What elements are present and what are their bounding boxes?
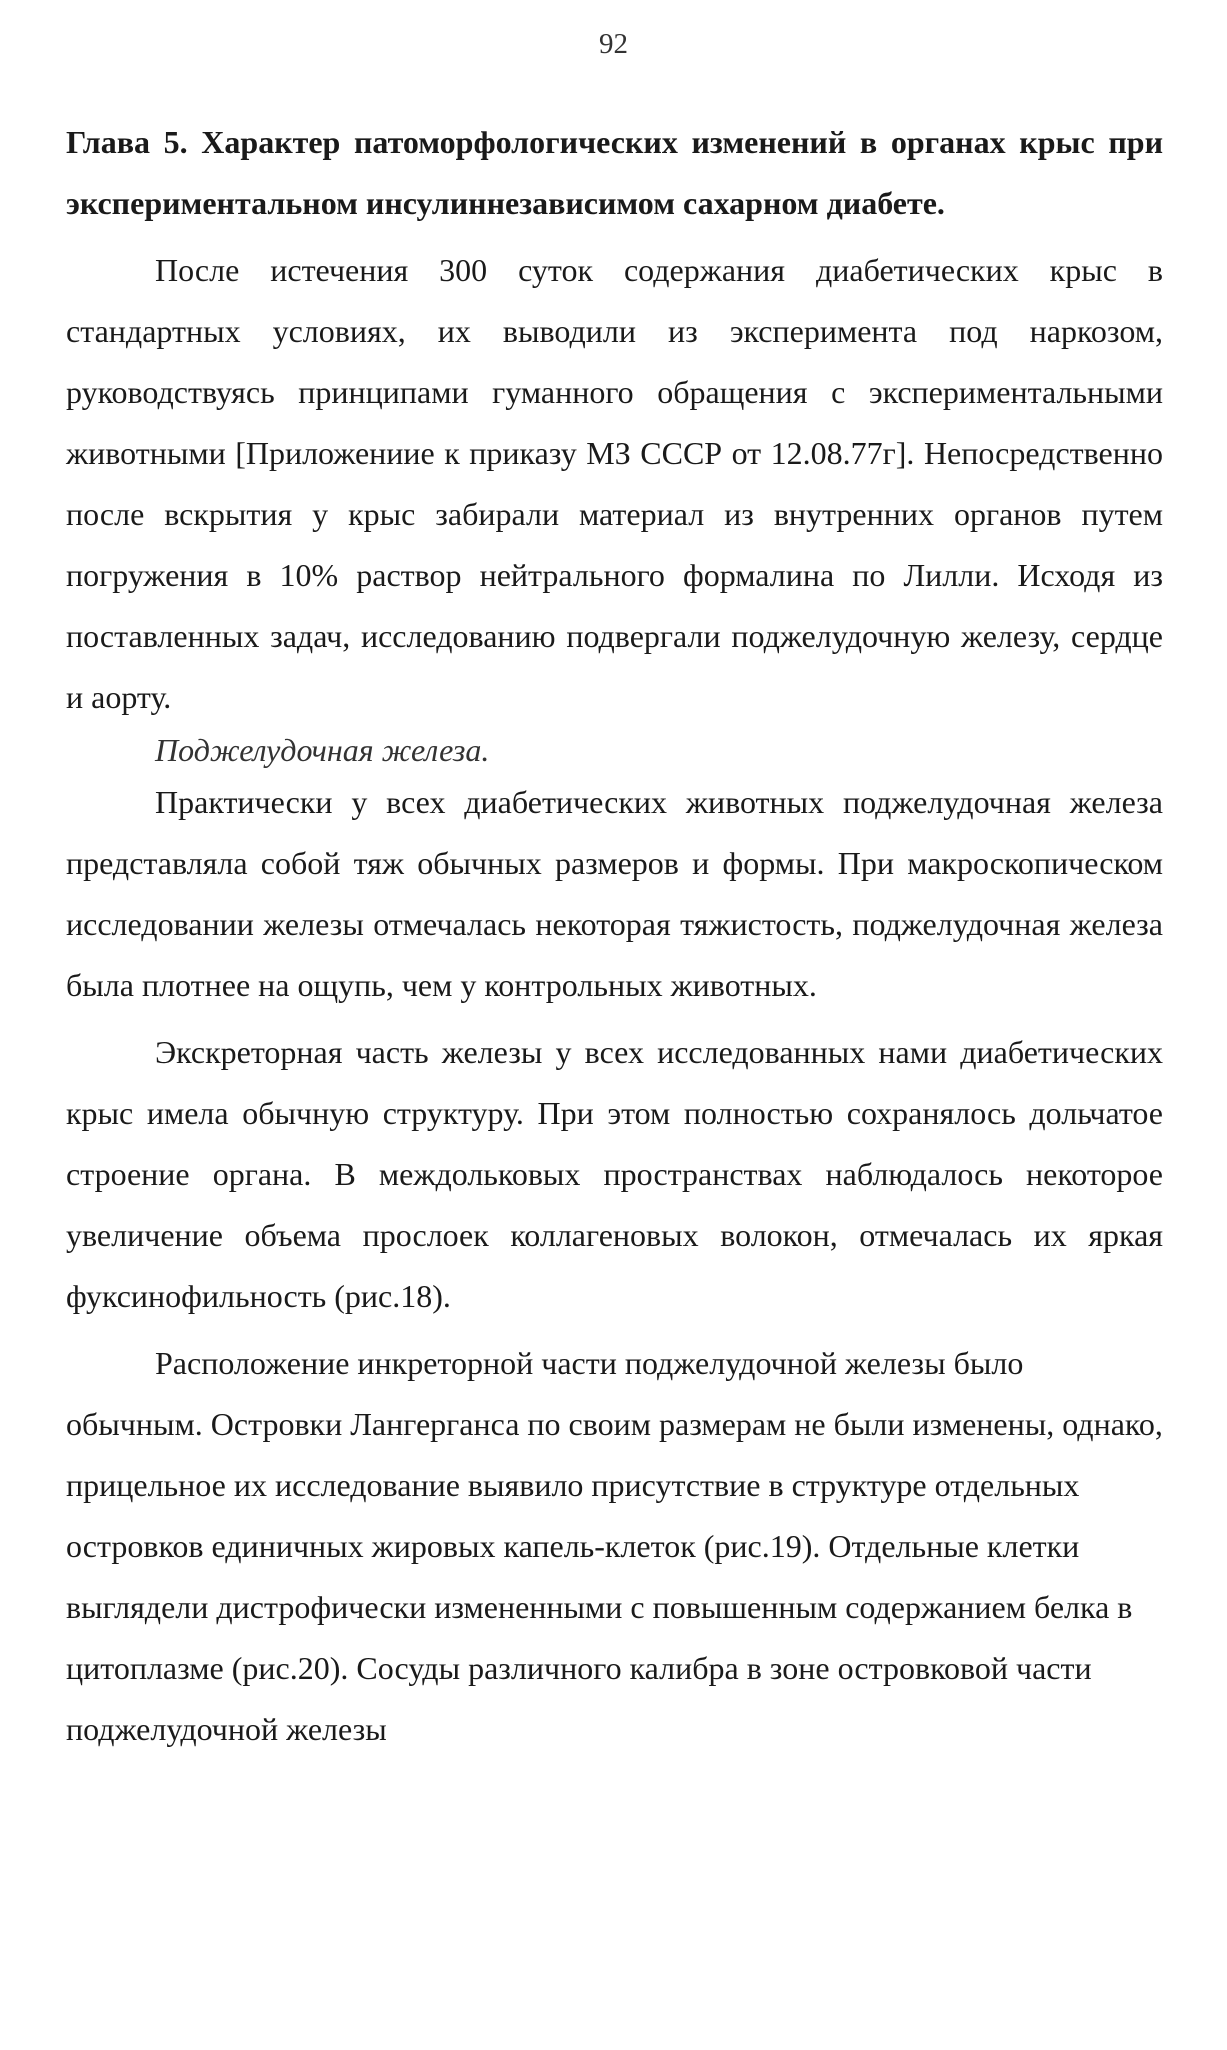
page-body [66, 112, 1163, 1760]
paragraph-endocrine: Расположение инкреторной части поджелудочной железы было обычным. Островки Лангерганса по своим размерам не были изменены, однако, прицельное их исследование выявило присутствие в структуре отдельных островков единичных жировых капель-клеток (рис.19). Отдельные клетки выглядели дистрофически измененными с повышенным содержанием белка в цитоплазме (рис.20). Сосуды различного калибра в зоне островковой части поджелудочной железы [66, 1345, 1163, 1747]
paragraph-exocrine: Экскреторная часть железы у всех исследованных нами диабетических крыс имела обычную структуру. При этом полностью сохранялось дольчатое строение органа. В междольковых пространствах наблюдалось некоторое увеличение объема прослоек коллагеновых волокон, отмечалась их яркая фуксинофильность (рис.18). [66, 1034, 1163, 1314]
paragraph-intro: После истечения 300 суток содержания диабетических крыс в стандартных условиях, их выводили из эксперимента под наркозом, руководствуясь принципами гуманного обращения с экспериментальными животными [Приложениие к приказу МЗ СССР от 12.08.77г]. Непосредственно после вскрытия у крыс забирали материал из внутренних органов путем погружения в 10% раствор нейтрального формалина по Лилли. Исходя из поставленных задач, исследованию подвергали поджелудочную железу, сердце и аорту. [66, 252, 1163, 715]
chapter-title: Глава 5. Характер патоморфологических изменений в органах крыс при экспериментальном инсулиннезависимом сахарном диабете. [66, 124, 1163, 221]
section-subheading: Поджелудочная железа. [155, 732, 490, 768]
page-number: 92 [599, 28, 628, 60]
paragraph-macroscopic: Практически у всех диабетических животных поджелудочная железа представляла собой тяж обычных размеров и формы. При макроскопическом исследовании железы отмечалась некоторая тяжистость, поджелудочная железа была плотнее на ощупь, чем у контрольных животных. [66, 784, 1163, 1003]
